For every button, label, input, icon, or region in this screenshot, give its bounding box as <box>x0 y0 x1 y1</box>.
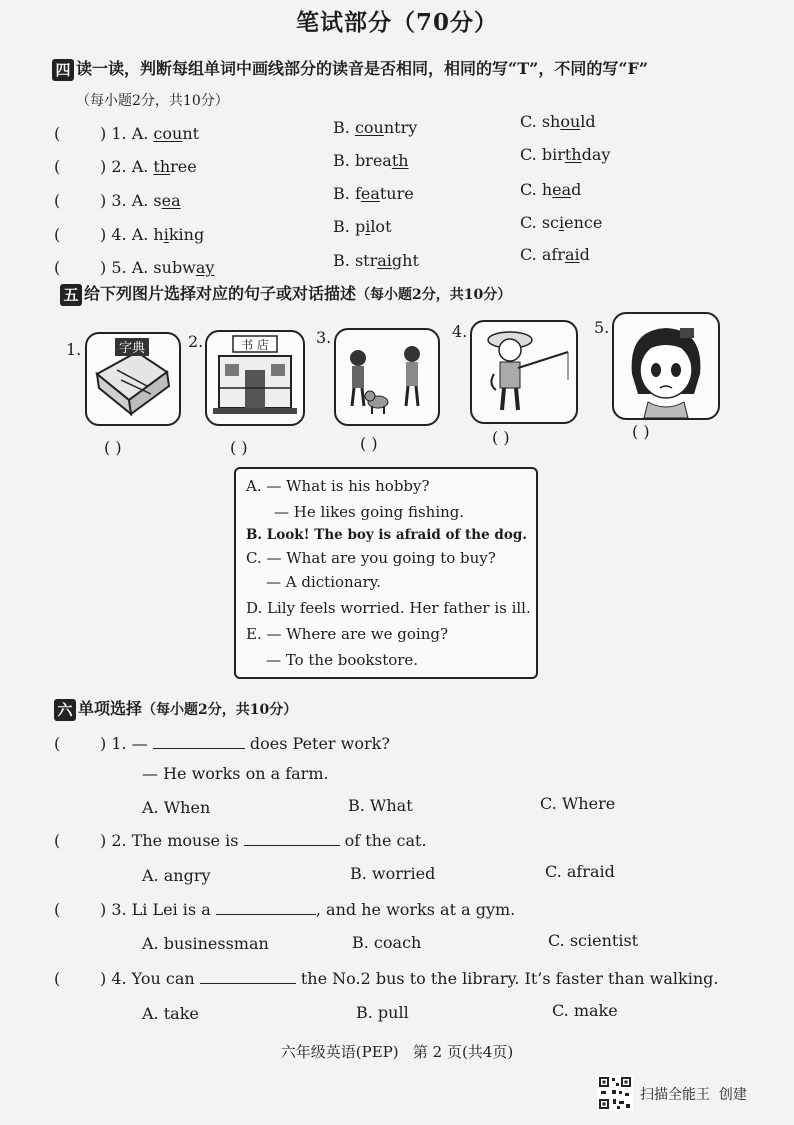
sec4-item-2-c: C. birthday <box>520 145 611 164</box>
picture-dictionary <box>85 332 181 426</box>
sec4-item-3-a: ( ) 3. A. sea <box>54 191 181 210</box>
underlined-letters: th <box>564 145 582 164</box>
underlined-letters: i <box>163 225 169 244</box>
underlined-letters: ai <box>564 245 580 264</box>
sec4-item-5-c: C. afraid <box>520 245 590 264</box>
q2-option-a: A. angry <box>142 866 211 885</box>
underlined-letters: cou <box>354 118 384 137</box>
section-6-instruction: 单项选择 <box>78 699 143 718</box>
sec4-item-4-paren[interactable]: ( <box>54 225 61 244</box>
sec4-item-4-c: C. science <box>520 213 603 232</box>
q3-option-b: B. coach <box>352 933 422 952</box>
underlined-letters: cou <box>153 124 183 143</box>
option-a-reply: — He likes going fishing. <box>274 503 465 521</box>
sec4-item-4-a: ( ) 4. A. hiking <box>54 225 205 244</box>
pic-2-number: 2. <box>188 332 204 351</box>
picture-worried-girl <box>612 312 720 420</box>
pic-2-answer[interactable]: ( ) <box>230 438 248 457</box>
q2-option-c: C. afraid <box>545 862 615 881</box>
page-title: 笔试部分（70分） <box>295 9 498 36</box>
option-c-reply: — A dictionary. <box>266 573 382 591</box>
section-6-badge: 六 <box>54 699 76 721</box>
sec4-item-5-paren[interactable]: ( <box>54 258 61 277</box>
pic-1-answer[interactable]: ( ) <box>104 438 122 457</box>
q1-option-b: B. What <box>348 796 413 815</box>
q3-blank[interactable] <box>216 900 316 915</box>
sec4-item-1-c: C. should <box>520 112 596 131</box>
q4-blank[interactable] <box>200 969 296 984</box>
underlined-letters: th <box>153 157 171 176</box>
section-4-instruction: 读一读，判断每组单词中画线部分的读音是否相同，相同的写“T”，不同的写“F” <box>76 59 649 78</box>
pic-3-number: 3. <box>316 328 332 347</box>
dictionary-label: 字典 <box>118 341 146 356</box>
q1-blank[interactable] <box>153 734 245 749</box>
sec4-item-2-a: ( ) 2. A. three <box>54 157 197 176</box>
section-5-note: （每小题2分，共10分） <box>356 287 512 303</box>
q1-line: ( ) 1. — does Peter work? <box>54 734 390 753</box>
sec4-item-1-a: ( ) 1. A. count <box>54 124 200 143</box>
sec4-item-5-a: ( ) 5. A. subway <box>54 258 215 277</box>
option-d: D. Lily feels worried. Her father is ill. <box>246 599 531 617</box>
q4-option-a: A. take <box>142 1004 199 1023</box>
bookstore-sign: 书 店 <box>241 338 269 352</box>
pic-3-answer[interactable]: ( ) <box>360 434 378 453</box>
sec4-item-3-paren[interactable]: ( <box>54 191 61 210</box>
pic-1-number: 1. <box>66 340 82 359</box>
q4-line: ( ) 4. You can the No.2 bus to the library. It’s faster than walking. <box>54 969 719 988</box>
page-footer: 六年级英语(PEP) 第 2 页(共4页) <box>280 1043 514 1061</box>
pic-4-answer[interactable]: ( ) <box>492 428 510 447</box>
q3-paren[interactable]: ( <box>54 900 61 919</box>
underlined-letters: ou <box>560 112 581 131</box>
option-a: A. — What is his hobby? <box>246 477 430 495</box>
section-4-badge: 四 <box>52 59 74 81</box>
pic-5-number: 5. <box>594 318 610 337</box>
underlined-letters: i <box>365 217 371 236</box>
options-box <box>234 467 538 679</box>
underlined-letters: ea <box>552 180 572 199</box>
sec4-item-3-c: C. head <box>520 180 582 199</box>
q1-option-a: A. When <box>142 798 211 817</box>
option-b: B. Look! The boy is afraid of the dog. <box>246 527 527 543</box>
scanner-stamp: 扫描全能王 创建 <box>640 1087 747 1103</box>
picture-boy-fishing <box>470 320 578 424</box>
underlined-letters: ea <box>161 191 181 210</box>
sec4-item-5-b: B. straight <box>333 251 419 270</box>
section-5-instruction: 给下列图片选择对应的句子或对话描述 <box>84 284 357 303</box>
sec4-item-2-paren[interactable]: ( <box>54 157 61 176</box>
q2-line: ( ) 2. The mouse is of the cat. <box>54 831 427 850</box>
option-e-reply: — To the bookstore. <box>266 651 419 669</box>
sec4-item-3-b: B. feature <box>333 184 414 203</box>
q1-paren[interactable]: ( <box>54 734 61 753</box>
sec4-item-1-paren[interactable]: ( <box>54 124 61 143</box>
section-4-note: （每小题2分，共10分） <box>76 93 229 109</box>
section-5-badge: 五 <box>60 284 82 306</box>
pic-5-answer[interactable]: ( ) <box>632 422 650 441</box>
q4-option-b: B. pull <box>356 1003 409 1022</box>
q2-blank[interactable] <box>244 831 340 846</box>
sec4-item-2-b: B. breath <box>333 151 409 170</box>
q4-option-c: C. make <box>552 1001 618 1020</box>
q1-option-c: C. Where <box>540 794 616 813</box>
sec4-item-4-b: B. pilot <box>333 217 392 236</box>
underlined-letters: ai <box>377 251 392 270</box>
section-4-heading <box>52 56 648 81</box>
q3-line: ( ) 3. Li Lei is a , and he works at a gym. <box>54 900 516 919</box>
picture-bookstore <box>205 330 305 426</box>
q4-paren[interactable]: ( <box>54 969 61 988</box>
underlined-letters: th <box>391 151 409 170</box>
underlined-letters: ay <box>195 258 215 277</box>
q3-option-a: A. businessman <box>142 934 269 953</box>
section-6-note: （每小题2分，共10分） <box>142 702 298 718</box>
q3-option-c: C. scientist <box>548 931 639 950</box>
q2-option-b: B. worried <box>350 864 436 883</box>
underlined-letters: i <box>559 213 565 232</box>
q2-paren[interactable]: ( <box>54 831 61 850</box>
sec4-item-1-b: B. country <box>333 118 418 137</box>
option-e: E. — Where are we going? <box>246 625 449 643</box>
qr-code-icon <box>597 1075 633 1115</box>
underlined-letters: ea <box>360 184 380 203</box>
option-c: C. — What are you going to buy? <box>246 549 496 567</box>
section-5-heading <box>60 281 511 306</box>
q1-answer: — He works on a farm. <box>142 764 329 783</box>
picture-boy-afraid-of-dog <box>334 328 440 426</box>
section-6-heading <box>54 696 297 721</box>
pic-4-number: 4. <box>452 322 468 341</box>
